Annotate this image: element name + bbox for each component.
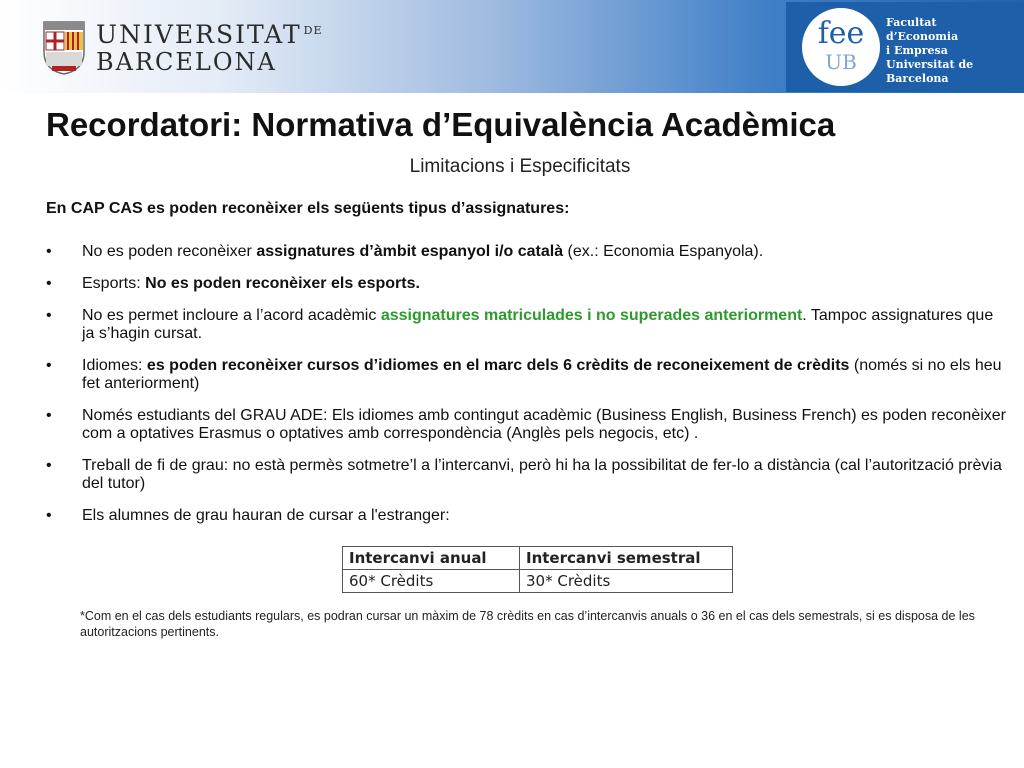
list-item (46, 507, 1006, 525)
footnote: *Com en el cas dels estudiants regulars, es podran cursar un màxim de 78 crèdits en cas d’intercanvis anuals o 36 en el cas dels semestrals, si es disposa de les autoritzacions pertinents. (80, 609, 975, 639)
table-header-cell: Intercanvi semestral (520, 547, 733, 570)
bullet-text: (només si no els heu fet anteriorment) (82, 357, 1002, 392)
fee-caption-line: Facultat (886, 16, 937, 29)
list-item (46, 275, 1006, 293)
list-item (46, 357, 1006, 393)
bullet-text: No es poden reconèixer (82, 243, 257, 260)
fee-logo-bottom: UB (825, 50, 857, 74)
bullet-bold-text: No es poden reconèixer els esports. (145, 275, 420, 292)
ub-logo-de: DE (303, 24, 323, 37)
bullet-text: Els alumnes de grau hauran de cursar a l'estranger: (82, 507, 450, 524)
bullet-text: (ex.: Economia Espanyola). (563, 243, 764, 260)
ub-logo-line1: UNIVERSITAT $^{DE}$ (96, 20, 323, 49)
bullet-icon: • (46, 275, 52, 292)
bullet-text: . Tampoc assignatures que ja s’hagin cursat. (82, 307, 994, 342)
list-item (46, 457, 1006, 493)
bullet-icon: • (46, 307, 52, 324)
ub-crest-icon (42, 16, 86, 76)
bullet-icon: • (46, 507, 52, 524)
list-item (46, 243, 1006, 261)
fee-caption (886, 16, 1024, 86)
table-header-cell: Intercanvi anual (343, 547, 520, 570)
bullet-text: No es permet incloure a l’acord acadèmic (82, 307, 381, 324)
fee-logo-top: fee (817, 16, 865, 51)
bullet-icon: • (46, 243, 52, 260)
bullet-text: Idiomes: (82, 357, 147, 374)
bullet-icon: • (46, 357, 52, 374)
bullet-bold-text: es poden reconèixer cursos d’idiomes en el marc dels 6 crèdits de reconeixement de crèdits (146, 357, 850, 374)
slide-subtitle: Limitacions i Especificitats (409, 156, 631, 177)
universitat-barcelona-logo (40, 14, 323, 80)
table-row (343, 570, 733, 593)
bullet-text: Treball de fi de grau: no està permès sotmetre’l a l’intercanvi, però hi ha la possibilitat de fer-lo a distància (cal l’autorització prèvia del tutor) (82, 457, 1002, 492)
table-cell: 60* Crèdits (343, 570, 520, 593)
fee-caption-line: i Empresa (886, 44, 948, 57)
table-header-row (343, 547, 733, 570)
bullet-text: Només estudiants del GRAU ADE: Els idiomes amb contingut acadèmic (Business English, Business French) es poden reconèixer com a optatives Erasmus o optatives amb correspondència (Anglès pels negocis, etc) . (82, 407, 1006, 442)
bullet-icon: • (46, 457, 52, 474)
bullet-highlight-text: assignatures matriculades i no superades anteriorment (380, 307, 803, 324)
fee-logo-circle (802, 8, 880, 86)
fee-ub-logo (786, 2, 1024, 92)
rules-list (46, 243, 1006, 539)
fee-caption-line: d’Economia (886, 30, 959, 43)
table-cell: 30* Crèdits (520, 570, 733, 593)
slide-title: Recordatori: Normativa d’Equivalència Acadèmica (46, 106, 836, 143)
list-item (46, 307, 1006, 343)
ub-logo-line2: BARCELONA (96, 48, 277, 76)
bullet-icon: • (46, 407, 52, 424)
list-item (46, 407, 1006, 443)
intro-text: En CAP CAS es poden reconèixer els següents tipus d’assignatures: (46, 200, 570, 217)
bullet-bold-text: assignatures d’àmbit espanyol i/o català (256, 243, 564, 260)
fee-caption-line: Universitat de Barcelona (886, 58, 974, 85)
bullet-text: Esports: (82, 275, 146, 292)
credits-table (342, 546, 733, 593)
